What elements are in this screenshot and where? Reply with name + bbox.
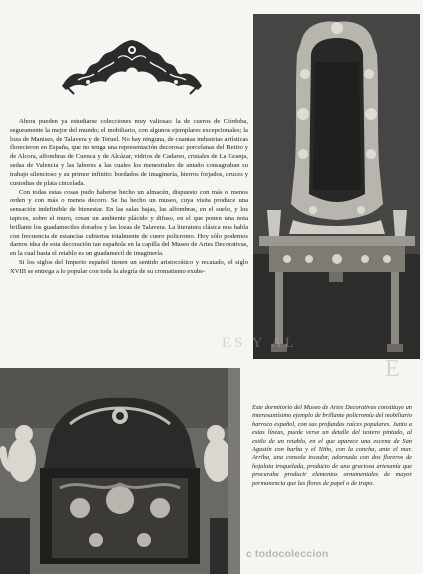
carved-ornament-illustration [58, 36, 206, 98]
article-paragraph: Ahora pueden ya estudiarse colecciones muy valiosas: la de cueros de Córdoba, seguramente la mejor del mundo; el mobiliario, con algunos ejemplares excepcionales; la loza de Manises, de Talavera y de Teruel. No hay ninguna, de cuantas industrias artísticas florecieron en España, que no tenga una representación decorosa: porcelanas del Retiro y de Alcora, alfombras de Cuenca y de Alcázar, vidrios de Cadarso, cristales de La Granja, sedas de Valencia y las labores a las cuales los menestrales de antaño consagraban su trabajo silencioso y su primor infinito: bordados de imaginería, hierros forjados, cruces y custodias de plata cincelada. [10, 118, 248, 187]
photo-caption: Este dormitorio del Museo de Artes Decorativas constituye un interesantísimo ejemplo de brillante policromía del mobiliario barroco español, con sus profundas raíces populares. Junto a estas líneas, puede verse un detalle del testero pintado, al estilo de un retablo, en el que aparece una escena de San Agustín con barba y el Niño, con la concha, ante el mar. Arriba, una consola tocador, adornada con dos floreros de hojalata troquelada, producto de una graciosa artesanía que procuraba producir elementos ornamentales de mayor permanencia que las flores de papel o de trapo. [252, 404, 412, 487]
watermark-text: todocoleccion [254, 548, 329, 560]
watermark-mark: c [246, 549, 252, 560]
watermark-logo [246, 548, 422, 560]
article-body [10, 118, 248, 277]
article-paragraph: Con todas estas cosas pudo haberse hecho un almacén, dispuesto con más o menos orden y con más o menos decoro. Se ha hecho un museo, cuya visita produce una sensación indefinible de bienestar. En las salas bajas, las alfombras, en el suelo, y los tapices, sobre el muro, crean un ambiente plácido y difuso, en el que ponen una nota brillante los guadameciles dorados y las lozas de Talavera. La literatura clásica nos habla con frecuencia de estancias cubiertas totalmente de cuero policromo. Hoy sólo podemos darnos idea de esta decoración tan española en la capilla del Museo de Artes Decorativas, en la cual hasta el retablo es un guadamecil de imaginería. [10, 188, 248, 258]
faint-section-initial: E [385, 356, 400, 382]
article-paragraph: Si los siglos del Imperio español tienen un sentido aristocrático y recatado, el siglo XVIII se entrega a lo popular con toda la alegría de su cromatismo exube- [10, 259, 248, 275]
faint-section-title: ES Y AL [222, 335, 297, 351]
mirror-console-photo [253, 14, 420, 359]
headboard-detail-photo [0, 368, 240, 574]
